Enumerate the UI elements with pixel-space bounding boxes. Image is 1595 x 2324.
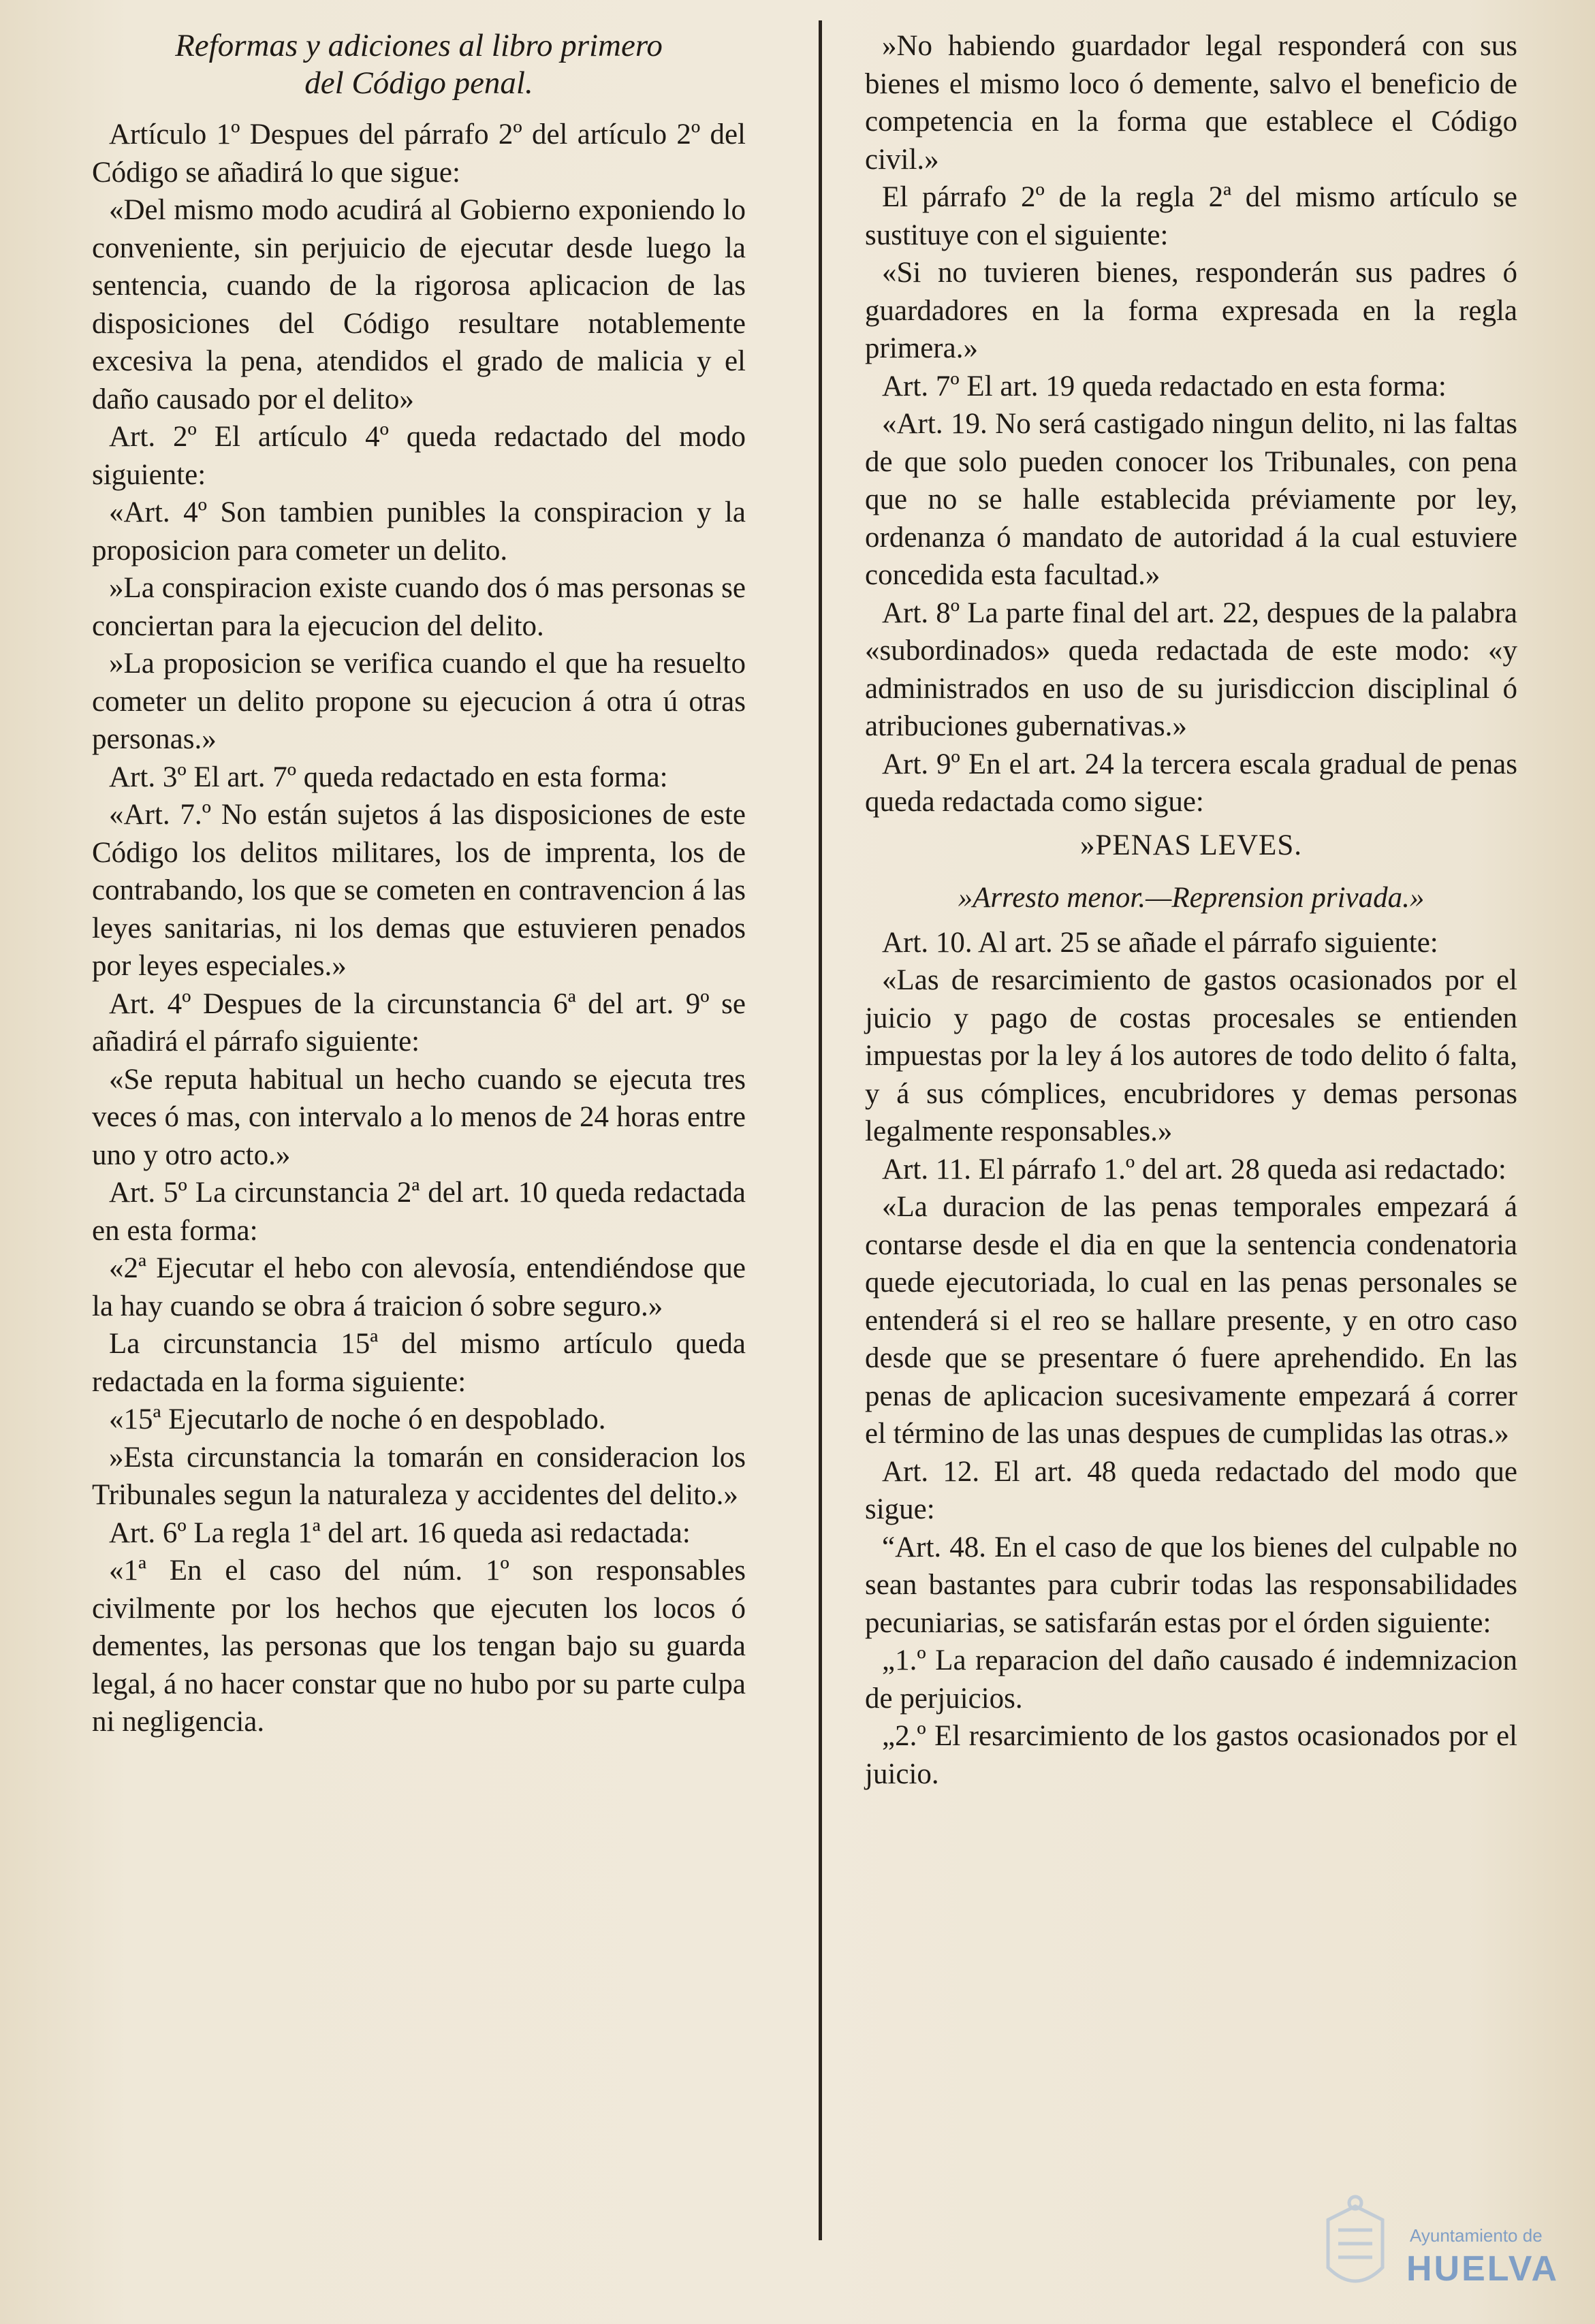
penas-leves-heading: »PENAS LEVES. [1080, 829, 1302, 861]
article-10: Art. 10. Al art. 25 se añade el párrafo siguiente: [882, 926, 1438, 959]
watermark-line-1: Ayuntamiento de [1410, 2225, 1543, 2246]
article-6-text-c: «Si no tuvieren bienes, responderán sus padres ó guardadores en la forma expresada en la regla primera.» [865, 257, 1517, 364]
article-9: Art. 9º En el art. 24 la tercera escala gradual de penas queda redactada como sigue: [865, 748, 1517, 818]
article-6-paragraph-2: El párrafo 2º de la regla 2ª del mismo artículo se sustituye con el siguiente: [865, 181, 1517, 251]
article-10-text: «Las de resarcimiento de gastos ocasionados por el juicio y pago de costas procesales se entienden impuestas por la ley á los autores de todo delito ó falta, y á sus cómplices, encubridores y demas personas legalmente responsables.» [865, 964, 1517, 1147]
article-6-text-b: »No habiendo guardador legal responderá con sus bienes el mismo loco ó demente, salvo el beneficio de competencia en la forma que establece el Código civil.» [865, 30, 1517, 176]
article-2-text-c: »La proposicion se verifica cuando el que ha resuelto cometer un delito propone su ejecucion á otra ú otras personas.» [92, 648, 746, 755]
article-11: Art. 11. El párrafo 1.º del art. 28 queda asi redactado: [882, 1153, 1506, 1185]
article-4-text: «Se reputa habitual un hecho cuando se ejecuta tres veces ó mas, con intervalo a lo menos de 24 horas entre uno y otro acto.» [92, 1063, 746, 1171]
heading-line-1: Reformas y adiciones al libro primero [175, 28, 663, 63]
penas-leves-list: »Arresto menor.—Reprension privada.» [958, 882, 1425, 914]
article-5-text-c: »Esta circunstancia la tomarán en consideracion los Tribunales segun la naturaleza y accidentes del delito.» [92, 1441, 746, 1511]
article-2-text-b: »La conspiracion existe cuando dos ó mas personas se conciertan para la ejecucion del delito. [92, 572, 746, 642]
article-12-item-1: „1.º La reparacion del daño causado é indemnizacion de perjuicios. [865, 1644, 1517, 1715]
article-7: Art. 7º El art. 19 queda redactado en esta forma: [882, 370, 1447, 402]
heading-line-2: del Código penal. [304, 65, 533, 101]
article-8: Art. 8º La parte final del art. 22, despues de la palabra «subordinados» queda redactada de este modo: «y administrados en uso de su jurisdiccion disciplinal ó atribuciones gubernativas.» [865, 596, 1517, 742]
watermark-line-2: HUELVA [1406, 2249, 1560, 2289]
page-heading [92, 27, 746, 102]
article-6: Art. 6º La regla 1ª del art. 16 queda asi redactada: [109, 1516, 691, 1549]
article-1-text: «Del mismo modo acudirá al Gobierno exponiendo lo conveniente, sin perjuicio de ejecutar desde luego la sentencia, cuando de la rigorosa aplicacion de las disposiciones del Código resultare notablemente excesiva la pena, atendidos el grado de malicia y el daño causado por el delito» [92, 194, 746, 415]
article-12: Art. 12. El art. 48 queda redactado del modo que sigue: [865, 1455, 1517, 1525]
article-12-text: “Art. 48. En el caso de que los bienes del culpable no sean bastantes para cubrir todas las responsabilidades pecuniarias, se satisfarán estas por el órden siguiente: [865, 1531, 1517, 1639]
left-column [92, 27, 746, 1741]
article-1: Artículo 1º Despues del párrafo 2º del artículo 2º del Código se añadirá lo que sigue: [92, 118, 746, 189]
article-5: Art. 5º La circunstancia 2ª del art. 10 queda redactada en esta forma: [92, 1177, 746, 1247]
article-11-text: «La duracion de las penas temporales empezará á contarse desde el dia en que la sentencia condenatoria quede ejecutoriada, lo cual en las penas personales se entenderá si el reo se hallare presente, y en otro caso desde que se presentare ó fuere aprehendido. En las penas de aplicacion sucesivamente empezará á correr el término de las unas despues de cumplidas las otras.» [865, 1191, 1517, 1450]
article-12-item-2: „2.º El resarcimiento de los gastos ocasionados por el juicio. [865, 1720, 1517, 1790]
article-4: Art. 4º Despues de la circunstancia 6ª del art. 9º se añadirá el párrafo siguiente: [92, 987, 746, 1057]
article-3: Art. 3º El art. 7º queda redactado en esta forma: [109, 761, 668, 793]
article-2-text-a: «Art. 4º Son tambien punibles la conspiracion y la proposicion para cometer un delito. [92, 496, 746, 567]
article-2: Art. 2º El artículo 4º queda redactado del modo siguiente: [92, 421, 746, 491]
column-divider [819, 20, 822, 2240]
article-6-text: «1ª En el caso del núm. 1º son responsables civilmente por los hechos que ejecuten los locos ó dementes, las personas que los tengan bajo su guarda legal, á no hacer constar que no hubo por su parte culpa ni negligencia. [92, 1555, 746, 1738]
right-column [865, 27, 1517, 1793]
article-5-text-a: «2ª Ejecutar el hebo con alevosía, entendiéndose que la hay cuando se obra á traicion ó sobre seguro.» [92, 1252, 746, 1322]
article-3-text: «Art. 7.º No están sujetos á las disposiciones de este Código los delitos militares, los de imprenta, los de contrabando, los que se cometen en contravencion á las leyes sanitarias, ni los demas que estuvieren penados por leyes especiales.» [92, 799, 746, 982]
article-7-text: «Art. 19. No será castigado ningun delito, ni las faltas de que solo pueden conocer los Tribunales, con pena que no se halle establecida préviamente por ley, ordenanza ó mandato de autoridad á la cual estuviere concedida esta facultad.» [865, 408, 1517, 591]
article-5-continuation: La circunstancia 15ª del mismo artículo queda redactada en la forma siguiente: [92, 1328, 746, 1398]
article-5-text-b: «15ª Ejecutarlo de noche ó en despoblado. [109, 1403, 606, 1435]
